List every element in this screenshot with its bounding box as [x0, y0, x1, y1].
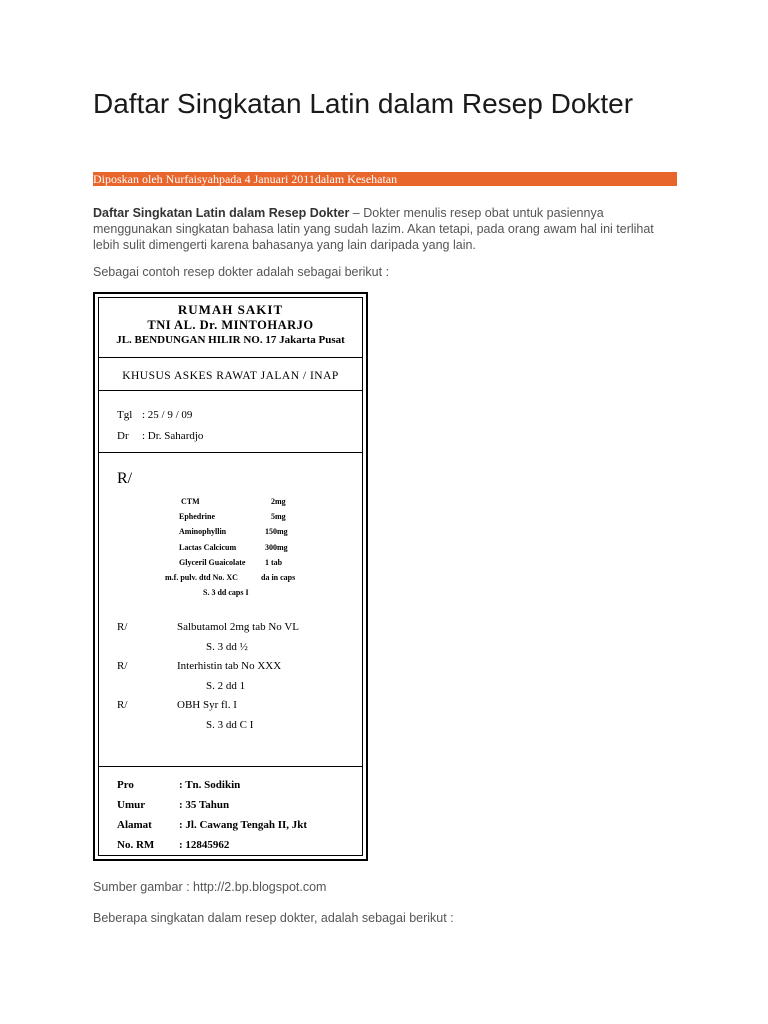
signa: S. 3 dd caps I: [203, 588, 249, 597]
image-source: Sumber gambar : http://2.bp.blogspot.com: [93, 880, 327, 894]
hospital-subtitle: TNI AL. Dr. MINTOHARJO: [147, 318, 314, 332]
drug-dose: 300mg: [265, 543, 288, 552]
rx-symbol: R/: [117, 660, 128, 672]
patient-value: : 35 Tahun: [179, 799, 230, 811]
signa: S. 3 dd ½: [206, 641, 248, 653]
patient-value: : 12845962: [179, 839, 230, 851]
doctor-value: : Dr. Sahardjo: [142, 430, 204, 442]
drug-name: Aminophyllin: [179, 527, 227, 536]
date-label: Tgl: [117, 409, 133, 421]
rx-symbol: R/: [117, 621, 128, 633]
drug-dose: 1 tab: [265, 558, 283, 567]
hospital-name: RUMAH SAKIT: [177, 302, 284, 317]
rx-line: OBH Syr fl. I: [177, 699, 237, 711]
patient-label: No. RM: [117, 839, 155, 851]
date-value: : 25 / 9 / 09: [142, 409, 193, 421]
drug-dose: 150mg: [265, 527, 288, 536]
patient-value: : Jl. Cawang Tengah II, Jkt: [179, 819, 308, 831]
hospital-address: JL. BENDUNGAN HILIR NO. 17 Jakarta Pusat: [116, 334, 345, 346]
patient-label: Umur: [117, 799, 146, 811]
mf-instruction: m.f. pulv. dtd No. XC: [165, 573, 238, 582]
page-title: Daftar Singkatan Latin dalam Resep Dokter: [93, 88, 634, 119]
patient-label: Alamat: [117, 819, 152, 831]
doctor-label: Dr: [117, 430, 129, 442]
patient-value: : Tn. Sodikin: [179, 779, 241, 791]
intro-bold-lead: Daftar Singkatan Latin dalam Resep Dokter: [93, 206, 350, 220]
rx-line: Interhistin tab No XXX: [177, 660, 282, 672]
drug-dose: 5mg: [271, 512, 286, 521]
intro-text: – Dokter menulis resep obat untuk pasiennya menggunakan singkatan bahasa latin yang sudah lazim. Akan tetapi, pada orang awam hal ini terlihat lebih sulit dimengerti karena bahasanya yang lain daripada yang lain.: [93, 206, 654, 252]
drug-name: Ephedrine: [179, 512, 216, 521]
drug-dose: 2mg: [271, 497, 286, 506]
mf-instruction-right: da in caps: [261, 573, 296, 582]
intro-paragraph: [93, 205, 683, 253]
service-type: KHUSUS ASKES RAWAT JALAN / INAP: [122, 370, 339, 382]
rx-symbol: R/: [117, 470, 133, 487]
divider: [98, 766, 363, 767]
patient-label: Pro: [117, 779, 134, 791]
signa: S. 3 dd C I: [206, 719, 254, 731]
rx-symbol: R/: [117, 699, 128, 711]
prescription-image: [93, 292, 368, 861]
drug-name: Lactas Calcicum: [179, 543, 237, 552]
rx-line: Salbutamol 2mg tab No VL: [177, 621, 300, 633]
drug-name: Glyceril Guaicolate: [179, 558, 246, 567]
divider: [98, 390, 363, 391]
signa: S. 2 dd 1: [206, 680, 246, 692]
divider: [98, 452, 363, 453]
post-meta-bar: Diposkan oleh Nurfaisyahpada 4 Januari 2011dalam Kesehatan: [93, 172, 677, 186]
example-lead-text: Sebagai contoh resep dokter adalah sebagai berikut :: [93, 265, 390, 279]
drug-name: CTM: [181, 497, 200, 506]
divider: [98, 357, 363, 358]
outro-text: Beberapa singkatan dalam resep dokter, adalah sebagai berikut :: [93, 911, 454, 925]
